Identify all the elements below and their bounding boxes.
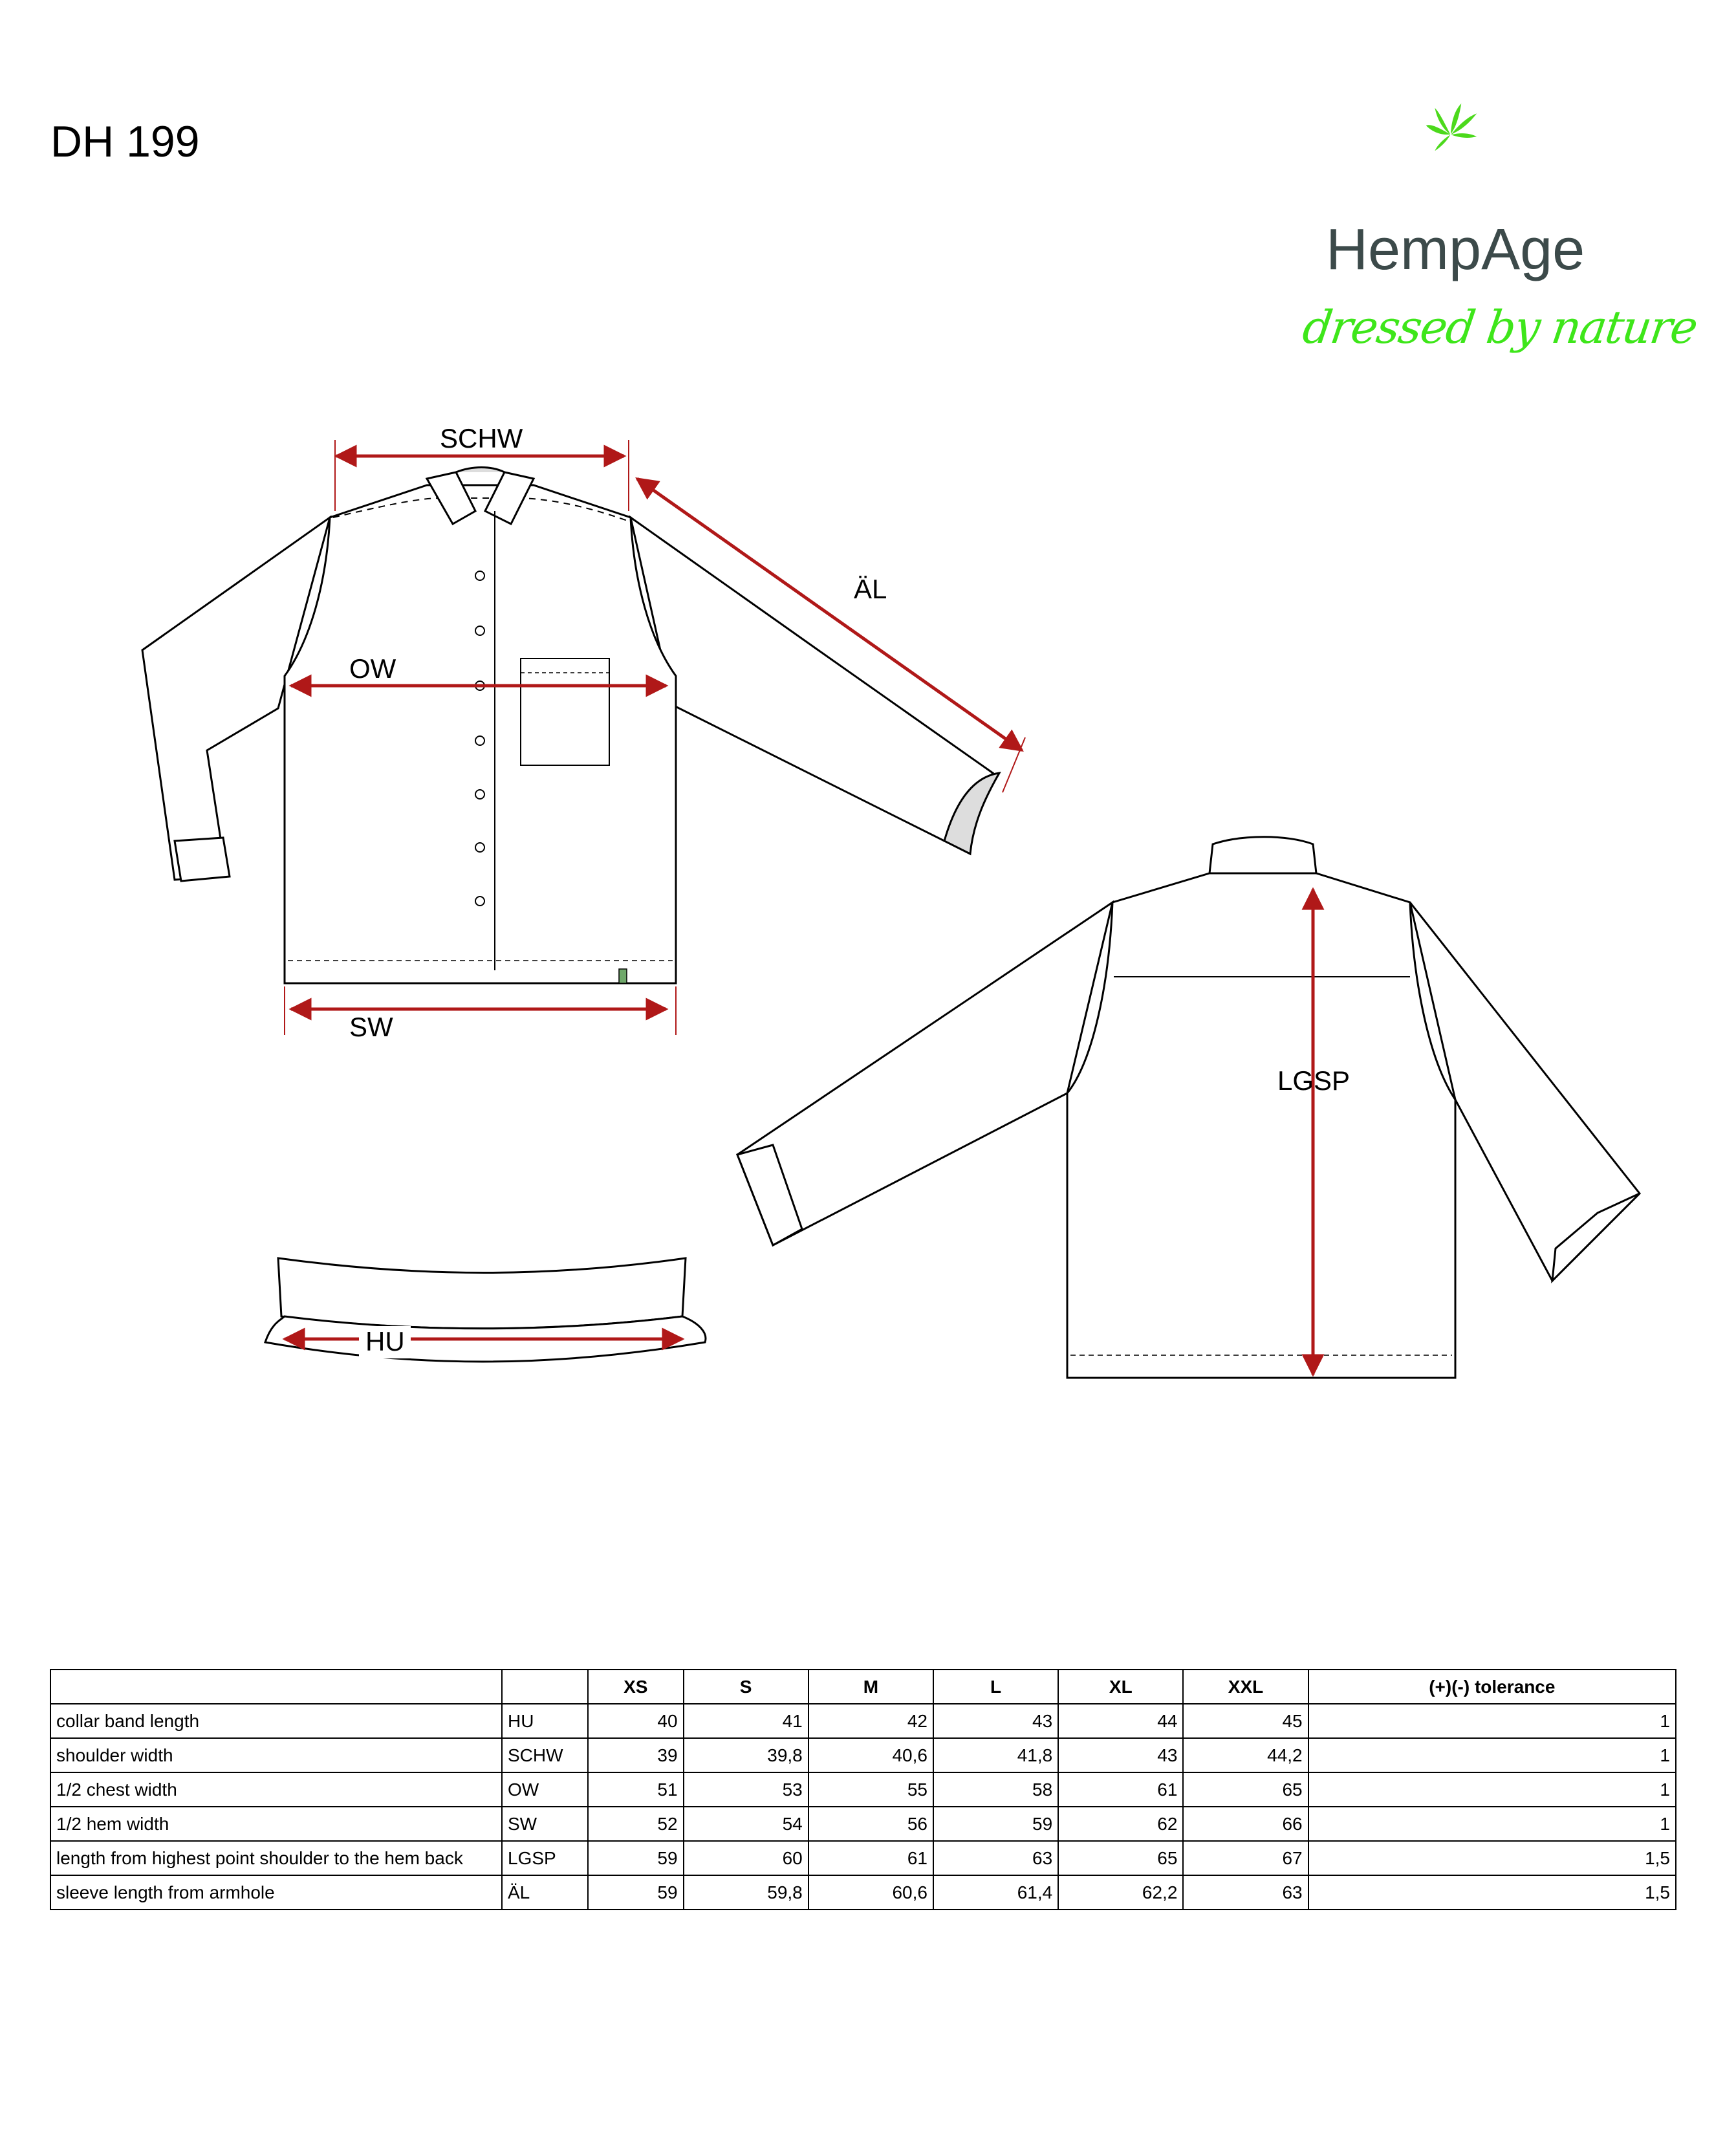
cell-m: 56 bbox=[808, 1807, 933, 1841]
cell-s: 59,8 bbox=[684, 1875, 808, 1910]
row-desc: sleeve length from armhole bbox=[50, 1875, 502, 1910]
cell-l: 61,4 bbox=[933, 1875, 1058, 1910]
cell-m: 40,6 bbox=[808, 1738, 933, 1772]
cell-xxl: 44,2 bbox=[1183, 1738, 1308, 1772]
header-tolerance: (+)(-) tolerance bbox=[1308, 1670, 1676, 1704]
header-s: S bbox=[684, 1670, 808, 1704]
cell-m: 60,6 bbox=[808, 1875, 933, 1910]
cell-tolerance: 1 bbox=[1308, 1772, 1676, 1807]
row-code: SCHW bbox=[502, 1738, 588, 1772]
row-code: OW bbox=[502, 1772, 588, 1807]
table-row bbox=[50, 1704, 1676, 1738]
cell-m: 42 bbox=[808, 1704, 933, 1738]
table-row bbox=[50, 1841, 1676, 1875]
cell-xl: 44 bbox=[1058, 1704, 1183, 1738]
cell-xl: 62 bbox=[1058, 1807, 1183, 1841]
cell-l: 59 bbox=[933, 1807, 1058, 1841]
cell-xs: 59 bbox=[588, 1841, 684, 1875]
cell-s: 41 bbox=[684, 1704, 808, 1738]
measure-label-sw: SW bbox=[349, 1012, 393, 1042]
header-code bbox=[502, 1670, 588, 1704]
measure-label-lgsp: LGSP bbox=[1277, 1065, 1351, 1096]
model-code: DH 199 bbox=[50, 117, 200, 166]
table-row bbox=[50, 1738, 1676, 1772]
cell-xxl: 67 bbox=[1183, 1841, 1308, 1875]
table-row bbox=[50, 1772, 1676, 1807]
cell-tolerance: 1 bbox=[1308, 1738, 1676, 1772]
cell-xl: 43 bbox=[1058, 1738, 1183, 1772]
size-table-header bbox=[50, 1670, 1676, 1704]
cell-tolerance: 1 bbox=[1308, 1704, 1676, 1738]
cell-xl: 61 bbox=[1058, 1772, 1183, 1807]
row-code: HU bbox=[502, 1704, 588, 1738]
cell-m: 55 bbox=[808, 1772, 933, 1807]
cell-xs: 59 bbox=[588, 1875, 684, 1910]
measure-label-ow: OW bbox=[349, 653, 396, 684]
header-m: M bbox=[808, 1670, 933, 1704]
shirt-front-drawing bbox=[142, 468, 999, 984]
row-desc: 1/2 chest width bbox=[50, 1772, 502, 1807]
cell-xs: 52 bbox=[588, 1807, 684, 1841]
cell-s: 39,8 bbox=[684, 1738, 808, 1772]
cell-m: 61 bbox=[808, 1841, 933, 1875]
collar-drawing bbox=[265, 1258, 706, 1362]
table-row bbox=[50, 1875, 1676, 1910]
cell-l: 43 bbox=[933, 1704, 1058, 1738]
measure-label-schw: SCHW bbox=[440, 423, 523, 453]
cell-xxl: 66 bbox=[1183, 1807, 1308, 1841]
cell-xxl: 63 bbox=[1183, 1875, 1308, 1910]
header-xxl: XXL bbox=[1183, 1670, 1308, 1704]
cell-s: 54 bbox=[684, 1807, 808, 1841]
cell-xl: 62,2 bbox=[1058, 1875, 1183, 1910]
row-desc: length from highest point shoulder to the hem back bbox=[50, 1841, 502, 1875]
cell-tolerance: 1,5 bbox=[1308, 1841, 1676, 1875]
cell-tolerance: 1 bbox=[1308, 1807, 1676, 1841]
cell-xs: 51 bbox=[588, 1772, 684, 1807]
cell-xxl: 65 bbox=[1183, 1772, 1308, 1807]
row-code: ÄL bbox=[502, 1875, 588, 1910]
cell-s: 53 bbox=[684, 1772, 808, 1807]
measure-label-al: ÄL bbox=[854, 574, 887, 604]
brand-name: HempAge bbox=[1326, 217, 1585, 282]
size-table bbox=[50, 1669, 1676, 1910]
measure-label-hu: HU bbox=[365, 1326, 405, 1356]
shirt-back-drawing bbox=[737, 837, 1640, 1378]
cell-xs: 39 bbox=[588, 1738, 684, 1772]
cell-xs: 40 bbox=[588, 1704, 684, 1738]
cell-tolerance: 1,5 bbox=[1308, 1875, 1676, 1910]
cell-xxl: 45 bbox=[1183, 1704, 1308, 1738]
table-row bbox=[50, 1807, 1676, 1841]
brand-tagline: dressed by nature bbox=[1299, 301, 1700, 354]
cell-l: 41,8 bbox=[933, 1738, 1058, 1772]
cell-xl: 65 bbox=[1058, 1841, 1183, 1875]
row-code: SW bbox=[502, 1807, 588, 1841]
header-l: L bbox=[933, 1670, 1058, 1704]
row-desc: collar band length bbox=[50, 1704, 502, 1738]
row-desc: 1/2 hem width bbox=[50, 1807, 502, 1841]
header-xl: XL bbox=[1058, 1670, 1183, 1704]
row-code: LGSP bbox=[502, 1841, 588, 1875]
row-desc: shoulder width bbox=[50, 1738, 502, 1772]
header-desc bbox=[50, 1670, 502, 1704]
cell-l: 58 bbox=[933, 1772, 1058, 1807]
cell-s: 60 bbox=[684, 1841, 808, 1875]
cell-l: 63 bbox=[933, 1841, 1058, 1875]
header-xs: XS bbox=[588, 1670, 684, 1704]
